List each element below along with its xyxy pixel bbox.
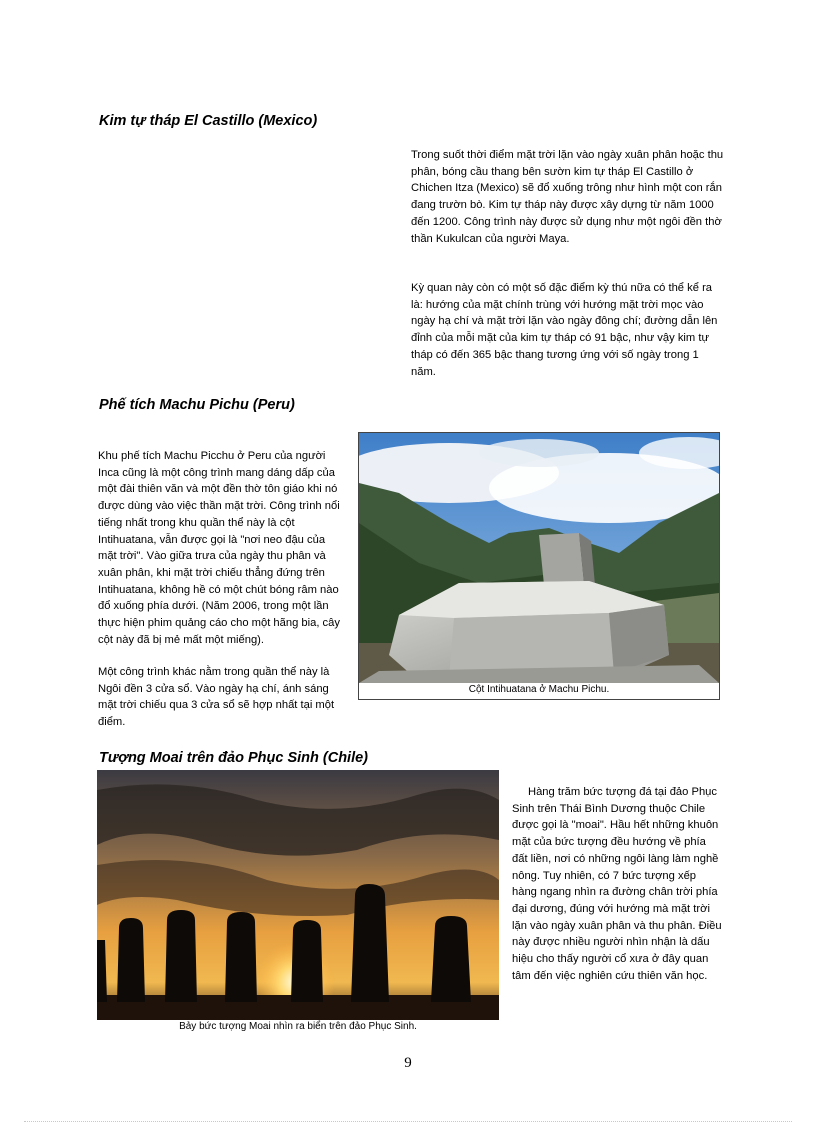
castillo-paragraph-1: Trong suốt thời điểm mặt trời lặn vào ngày xuân phân hoặc thu phân, bóng cầu thang bên sườn kim tự tháp El Castillo ở Chichen Itza (Mexico) sẽ đổ xuống trông như hình một con rắn đang trườn bò. Kim tự tháp này được xây dựng từ năm 1000 đến 1200. Công trình này được sử dụng như một ngôi đền thờ thần Kukulcan của người Maya. <box>411 149 724 245</box>
moai-sunset-photo <box>97 770 499 1020</box>
footer-rule <box>24 1121 792 1122</box>
machu-paragraph-2: Một công trình khác nằm trong quần thể này là Ngôi đền 3 cửa sổ. Vào ngày hạ chí, ánh sáng mặt trời chiếu qua 3 cửa sổ sẽ hợp nhất tại một điểm. <box>98 666 335 729</box>
moai-caption: Bảy bức tượng Moai nhìn ra biển trên đảo Phục Sinh. <box>179 1021 417 1032</box>
machu-picchu-caption: Cột Intihuatana ở Machu Pichu. <box>468 684 610 695</box>
moai-paragraph-1: Hàng trăm bức tượng đá tại đảo Phục Sinh trên Thái Bình Dương thuộc Chile được gọi là "moai". Hầu hết những khuôn mặt của bức tượng đều hướng về phía đất liền, nơi có những ngôi làng làm nghề nông. Tuy nhiên, có 7 bức tượng xếp hàng ngang nhìn ra đường chân trời phía đại dương, đúng với hướng mà mặt trời lặn vào ngày xuân phân và thu phân. Điều này được nhiều người nhìn nhận là dấu hiệu cho thấy người cổ xưa ở đây quan tâm đến việc nghiên cứu thiên văn học. <box>512 786 722 982</box>
heading-moai: Tượng Moai trên đảo Phục Sinh (Chile) <box>99 750 369 766</box>
intihuatana-photo <box>359 433 719 683</box>
moai-photo <box>97 770 499 1020</box>
machu-picchu-photo-frame <box>358 432 720 700</box>
heading-machu-picchu: Phế tích Machu Pichu (Peru) <box>99 397 295 413</box>
heading-el-castillo: Kim tự tháp El Castillo (Mexico) <box>99 113 318 129</box>
castillo-paragraph-2: Kỳ quan này còn có một số đặc điểm kỳ thú nữa có thể kể ra là: hướng của mặt chính trùng với hướng mặt trời mọc vào ngày hạ chí và mặt trời lặn vào ngày đông chí; đường dẫn lên đỉnh của mỗi mặt của kim tự tháp có 91 bậc, như vậy kim tự tháp có đến 365 bậc thang tương ứng với số ngày trong 1 năm. <box>411 282 718 378</box>
machu-paragraph-1: Khu phế tích Machu Picchu ở Peru của người Inca cũng là một công trình mang dáng dấp của một đài thiên văn và một đền thờ tôn giáo khi nó được dùng vào việc thần mặt trời. Công trình nổi tiếng nhất trong khu quần thể này là cột Intihuatana, vẫn được gọi là "nơi neo đậu của mặt trời". Vào giữa trưa của ngày thu phân và xuân phân, khi mặt trời chiếu thẳng đứng trên Intihuatana, không hề có một chút bóng râm nào đổ xuống phía dưới. (Năm 2006, trong một lần thực hiện phim quảng cáo cho một hãng bia, cây cột này đã bị mẻ mất một miếng). <box>98 450 340 646</box>
page-number: 9 <box>404 1055 412 1071</box>
